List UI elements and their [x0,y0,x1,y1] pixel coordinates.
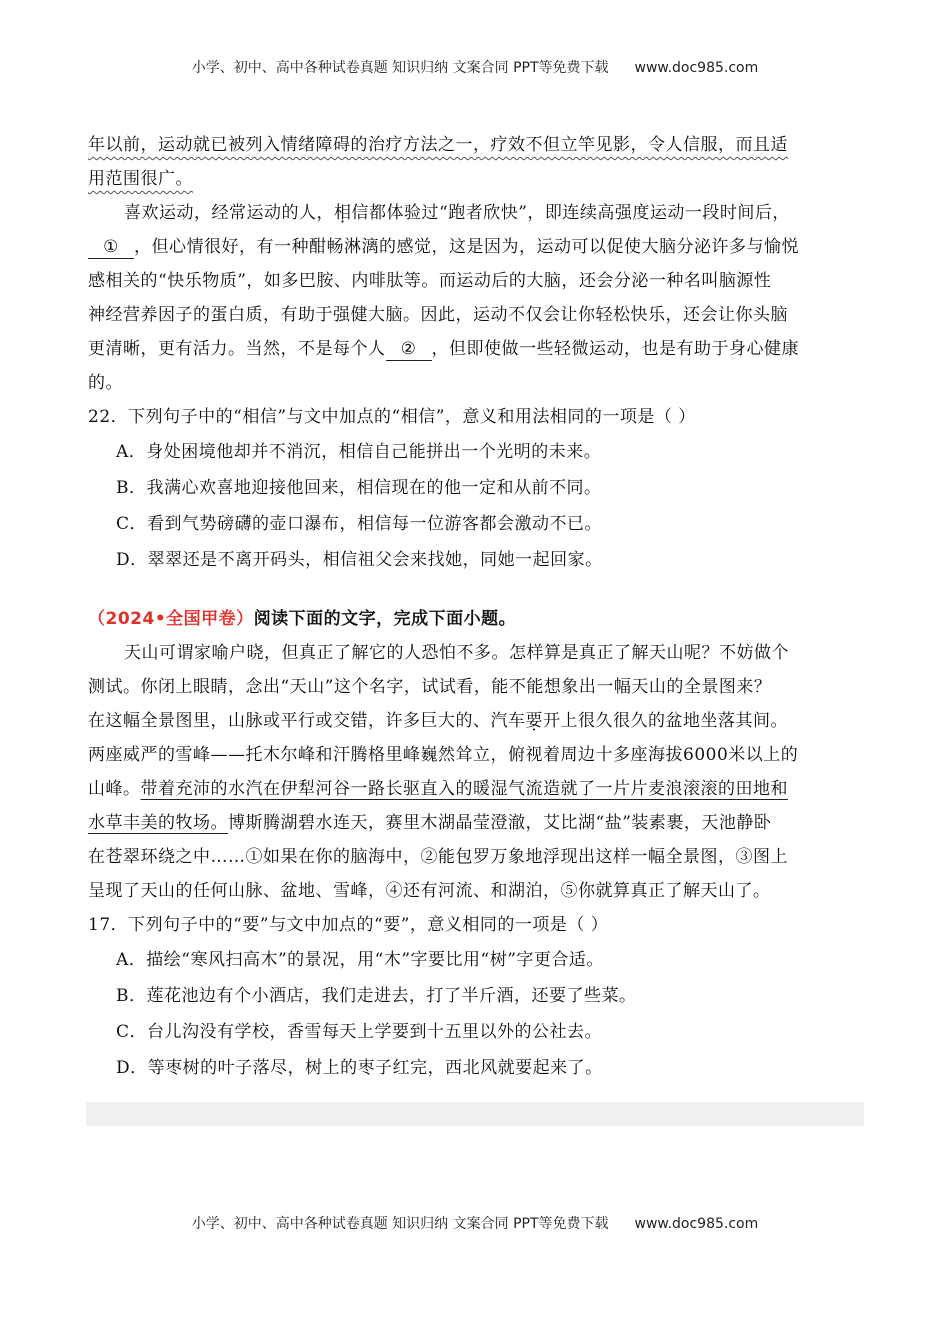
dotted-word: 相 [334,203,352,223]
passage1-line: 感相关的“快乐物质”，如多巴胺、内啡肽等。而运动后的大脑，还会分泌一种名叫脑源性 [88,271,772,291]
header-url[interactable]: www.doc985.com [634,60,759,76]
page-header [0,57,950,77]
question-17-option-c: C．台儿沟没有学校，香雪每天上学要到十五里以外的公社去。 [116,1022,603,1042]
passage2-line: 两座威严的雪峰——托木尔峰和汗腾格里峰巍然耸立，俯视着周边十多座海拔6000米以上的 [88,745,799,765]
document-body [88,128,868,1086]
question-22-option-b: B．我满心欢喜地迎接他回来，相信现在的他一定和从前不同。 [116,478,602,498]
question-17-option-b: B．莲花池边有个小酒店，我们走进去，打了半斤酒，还要了些菜。 [116,986,637,1006]
passage1-line: 神经营养因子的蛋白质，有助于强健大脑。因此，运动不仅会让你轻松快乐，还会让你头脑 [88,305,788,325]
section-instruction: 阅读下面的文字，完成下面小题。 [253,609,517,629]
question-22-option-d: D．翠翠还是不离开码头，相信祖父会来找她，同她一起回家。 [116,550,603,570]
spacer [88,578,868,602]
question-17-option-d: D．等枣树的叶子落尽，树上的枣子红完，西北风就要起来了。 [116,1058,603,1078]
section-heading [88,602,868,636]
exam-source: （2024•全国甲卷） [88,609,254,629]
question-22-option-a: A．身处困境他却并不消沉，相信自己能拼出一个光明的未来。 [116,442,602,462]
passage2-line: 在苍翠环绕之中……①如果在你的脑海中，②能包罗万象地浮现出这样一幅全景图，③图上 [88,847,788,867]
passage1-line: ① ，但心情很好，有一种酣畅淋漓的感觉，这是因为，运动可以促使大脑分泌许多与愉悦 [88,230,868,264]
passage2-line: 水草丰美的牧场。博斯腾湖碧水连天，赛里木湖晶莹澄澈，艾比湖“盐”装素裹，天池静卧 [88,813,772,833]
passage2-line: 呈现了天山的任何山脉、盆地、雪峰，④还有河流、和湖泊，⑤你就算真正了解天山了。 [88,881,771,901]
question-17-stem: 17．下列句子中的“要”与文中加点的“要”，意义相同的一项是（ ） [88,915,609,935]
dotted-word: 要 [525,711,543,731]
passage2-line: 在这幅全景图里，山脉或平行或交错，许多巨大的、汽车要开上很久很久的盆地坐落其间。 [88,711,788,731]
passage1-line: 更清晰，更有活力。当然，不是每个人 ② ，但即使做一些轻微运动，也是有助于身心健康 [88,339,799,359]
footer-url[interactable]: www.doc985.com [634,1216,759,1232]
passage2-line: 天山可谓家喻户晓，但真正了解它的人恐怕不多。怎样算是真正了解天山呢？不妨做个 [124,643,789,663]
question-22-option-c: C．看到气势磅礴的壶口瀑布，相信每一位游客都会激动不已。 [116,514,603,534]
passage2-line: 山峰。带着充沛的水汽在伊犁河谷一路长驱直入的暖湿气流造就了一片片麦浪滚滚的田地和 [88,779,788,799]
question-22-stem: 22．下列句子中的“相信”与文中加点的“相信”，意义和用法相同的一项是（ ） [88,407,696,427]
passage1-line: 年以前，运动就已被列入情绪障碍的治疗方法之一，疗效不但立竿见影，令人信服，而且适 [88,135,788,155]
blank-1: ① [88,236,134,259]
passage1-line: 用范围很广。 [88,169,193,189]
footer-text: 小学、初中、高中各种试卷真题 知识归纳 文案合同 PPT等免费下载 [191,1216,609,1232]
answer-area-bar [86,1102,864,1126]
question-17-option-a: A．描绘“寒风扫高木”的景况，用“木”字要比用“树”字更合适。 [116,950,604,970]
passage1-line: 喜欢运动，经常运动的人，相信都体验过“跑者欣快”，即连续高强度运动一段时间后， [124,203,790,223]
passage2-line: 测试。你闭上眼睛，念出“天山”这个名字，试试看，能不能想象出一幅天山的全景图来？ [88,677,772,697]
header-text: 小学、初中、高中各种试卷真题 知识归纳 文案合同 PPT等免费下载 [191,60,609,76]
blank-2: ② [386,338,432,361]
page-footer [0,1213,950,1233]
passage1-line: 的。 [88,373,123,393]
